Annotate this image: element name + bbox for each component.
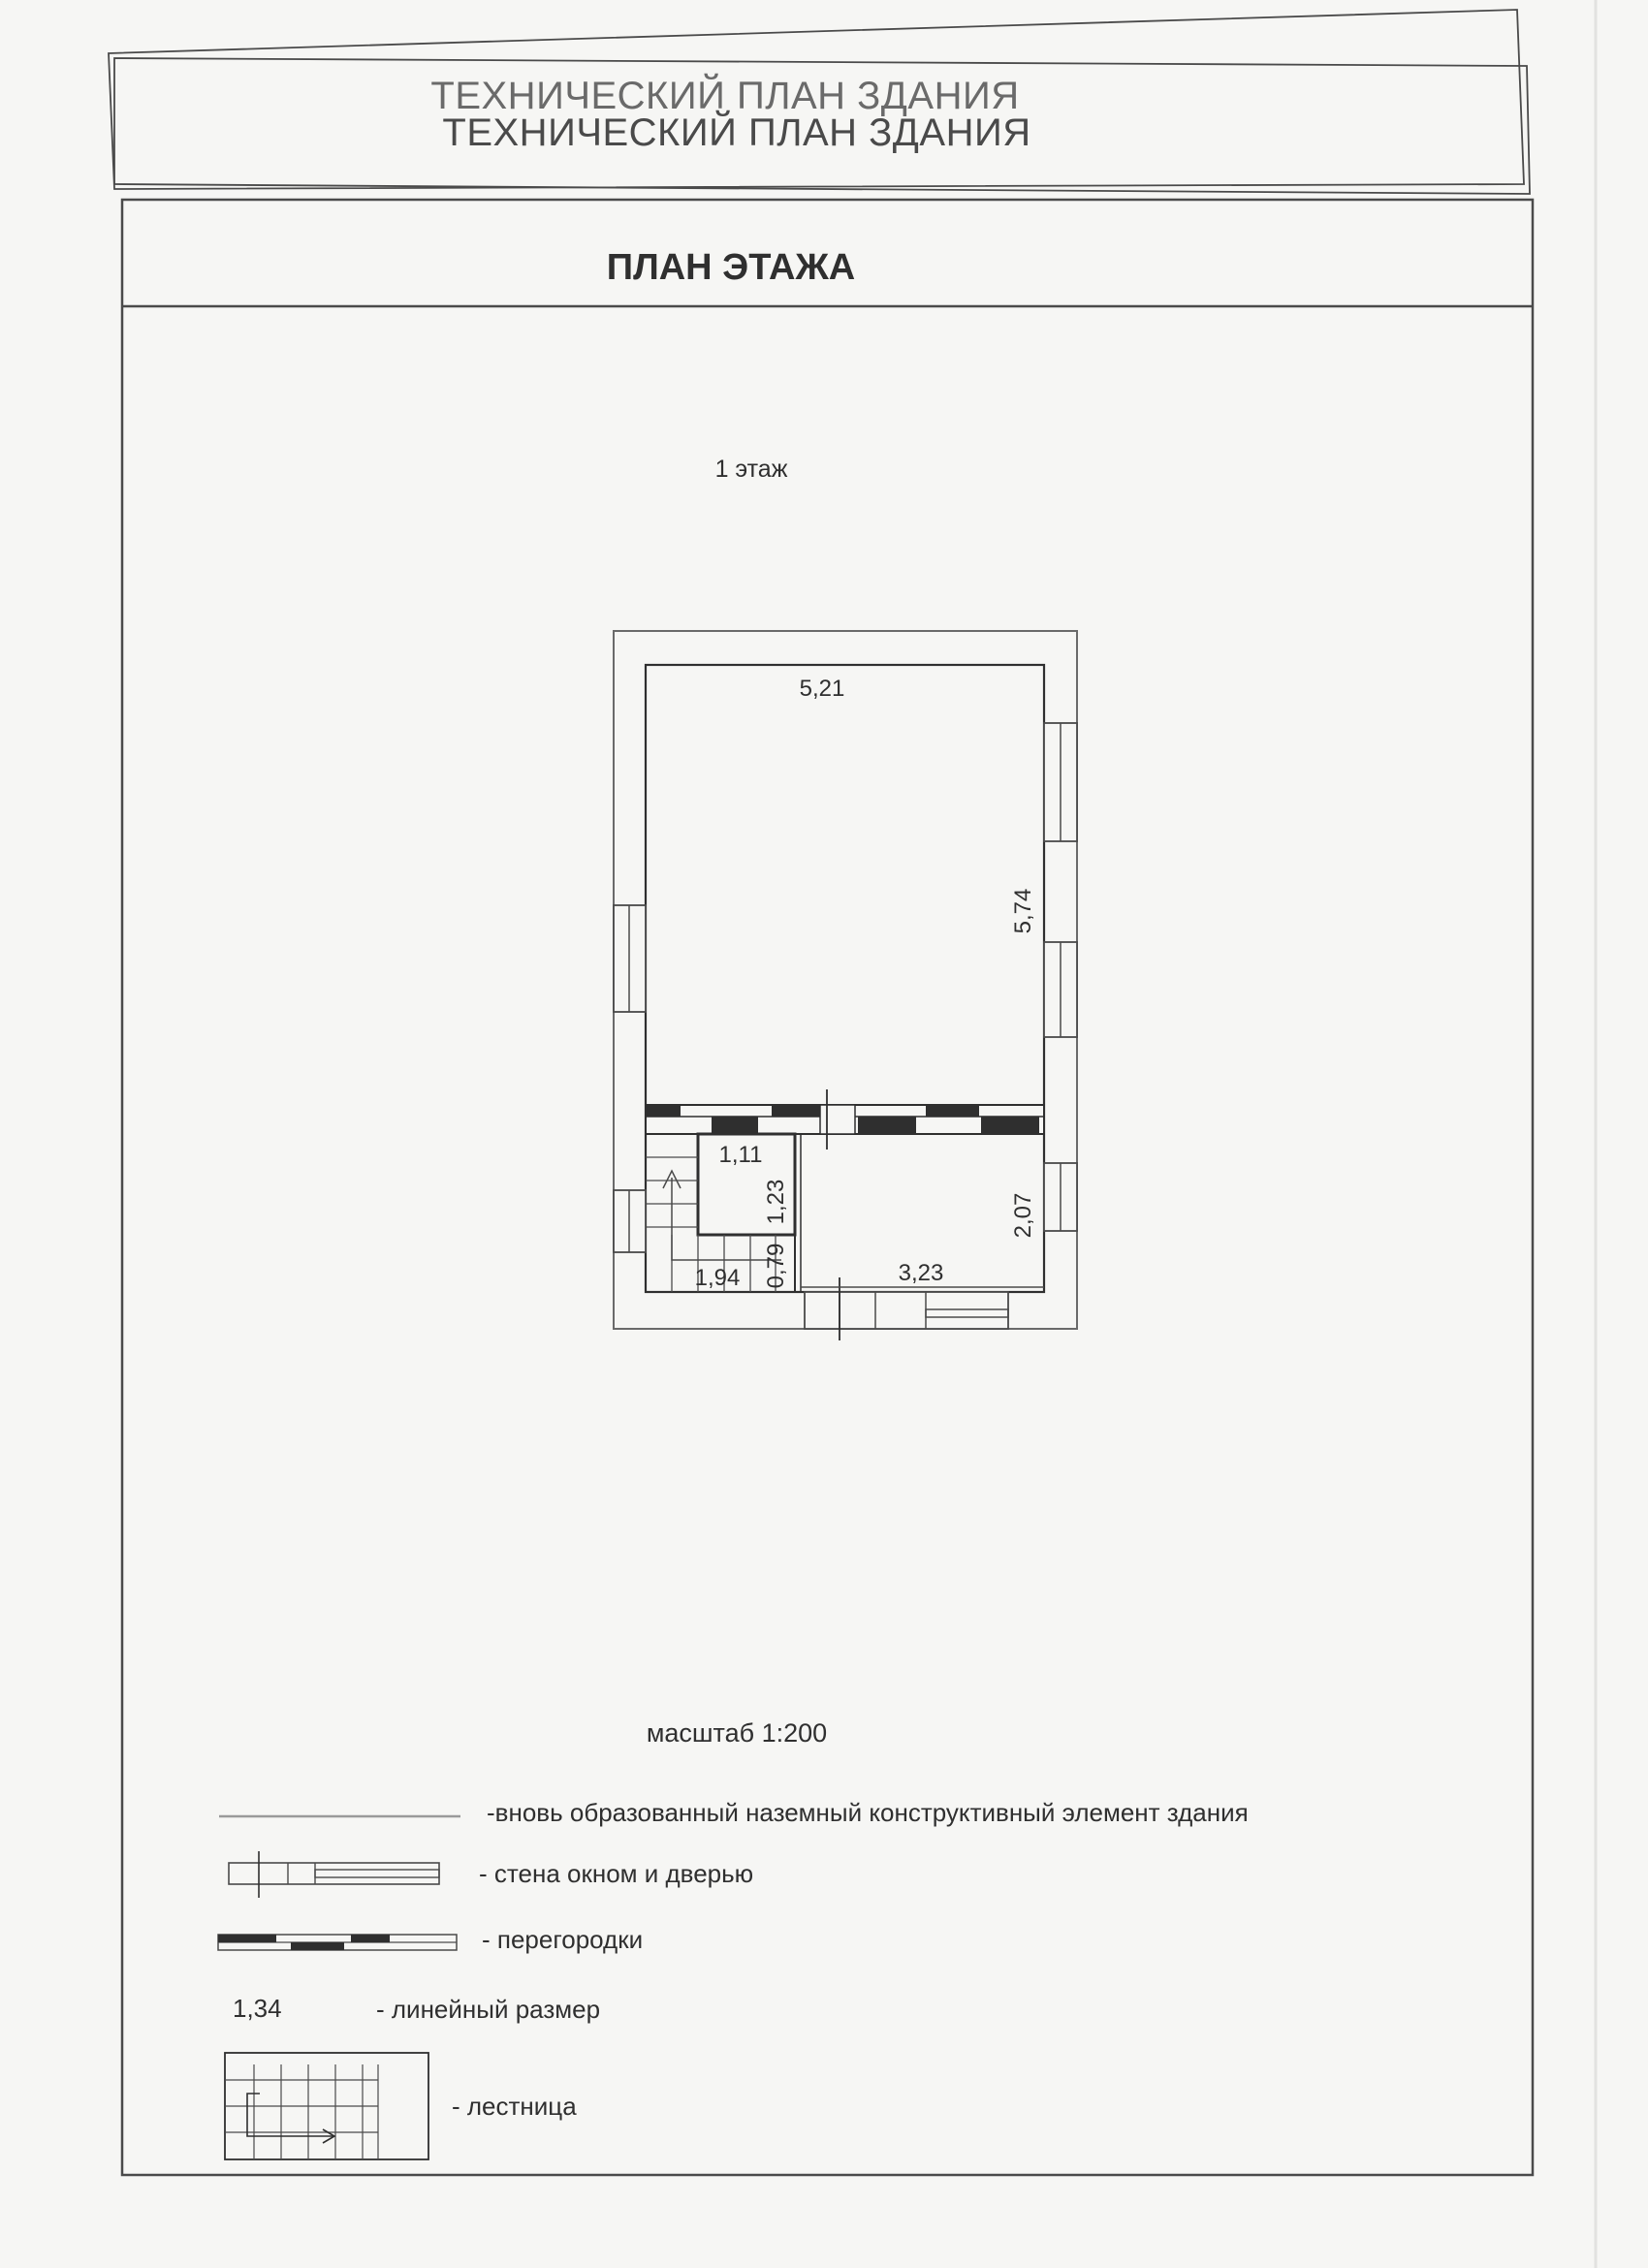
window-right-middle <box>1044 942 1077 1037</box>
legend <box>218 1798 1249 2159</box>
partition-wall <box>646 1089 1044 1150</box>
dim-bottom-left: 1,94 <box>694 1265 741 1291</box>
legend-wall-symbol <box>229 1851 439 1898</box>
outer-wall <box>614 631 1077 1329</box>
dim-bottom-right: 3,23 <box>898 1260 944 1286</box>
window-right-lower <box>1044 1163 1077 1231</box>
legend-stairs-symbol <box>225 2053 428 2159</box>
scale-label: масштаб 1:200 <box>646 1718 828 1748</box>
window-left-lower <box>614 1190 646 1252</box>
floor-label: 1 этаж <box>714 456 788 483</box>
window-right-upper <box>1044 723 1077 841</box>
legend-stairs-text: - лестница <box>452 2092 577 2121</box>
legend-partition-symbol <box>218 1935 457 1950</box>
window-left-upper <box>614 905 646 1012</box>
legend-dimension-text: - линейный размер <box>376 1995 601 2024</box>
page-subtitle: ПЛАН ЭТАЖА <box>606 247 856 288</box>
dim-stair-width: 1,11 <box>718 1142 763 1168</box>
doc-title-line2: ТЕХНИЧЕСКИЙ ПЛАН ЗДАНИЯ <box>442 111 1031 154</box>
floor-plan <box>614 631 1077 1340</box>
legend-partition-text: - перегородки <box>482 1925 644 1954</box>
legend-dimension-sample: 1,34 <box>233 1994 282 2023</box>
dim-right-height: 5,74 <box>1010 888 1036 934</box>
sheet-frame <box>109 10 1533 2175</box>
dim-room-height: 2,07 <box>1010 1192 1036 1239</box>
dim-small-gap: 0,79 <box>763 1243 789 1289</box>
doc-title-line1: ТЕХНИЧЕСКИЙ ПЛАН ЗДАНИЯ <box>430 75 1020 117</box>
legend-outline-text: -вновь образованный наземный конструктивный элемент здания <box>487 1798 1249 1827</box>
dim-top-width: 5,21 <box>799 676 845 702</box>
inner-wall <box>646 665 1044 1292</box>
legend-wall-text: - стена окном и дверью <box>479 1859 754 1888</box>
dim-stair-depth: 1,23 <box>763 1179 789 1225</box>
